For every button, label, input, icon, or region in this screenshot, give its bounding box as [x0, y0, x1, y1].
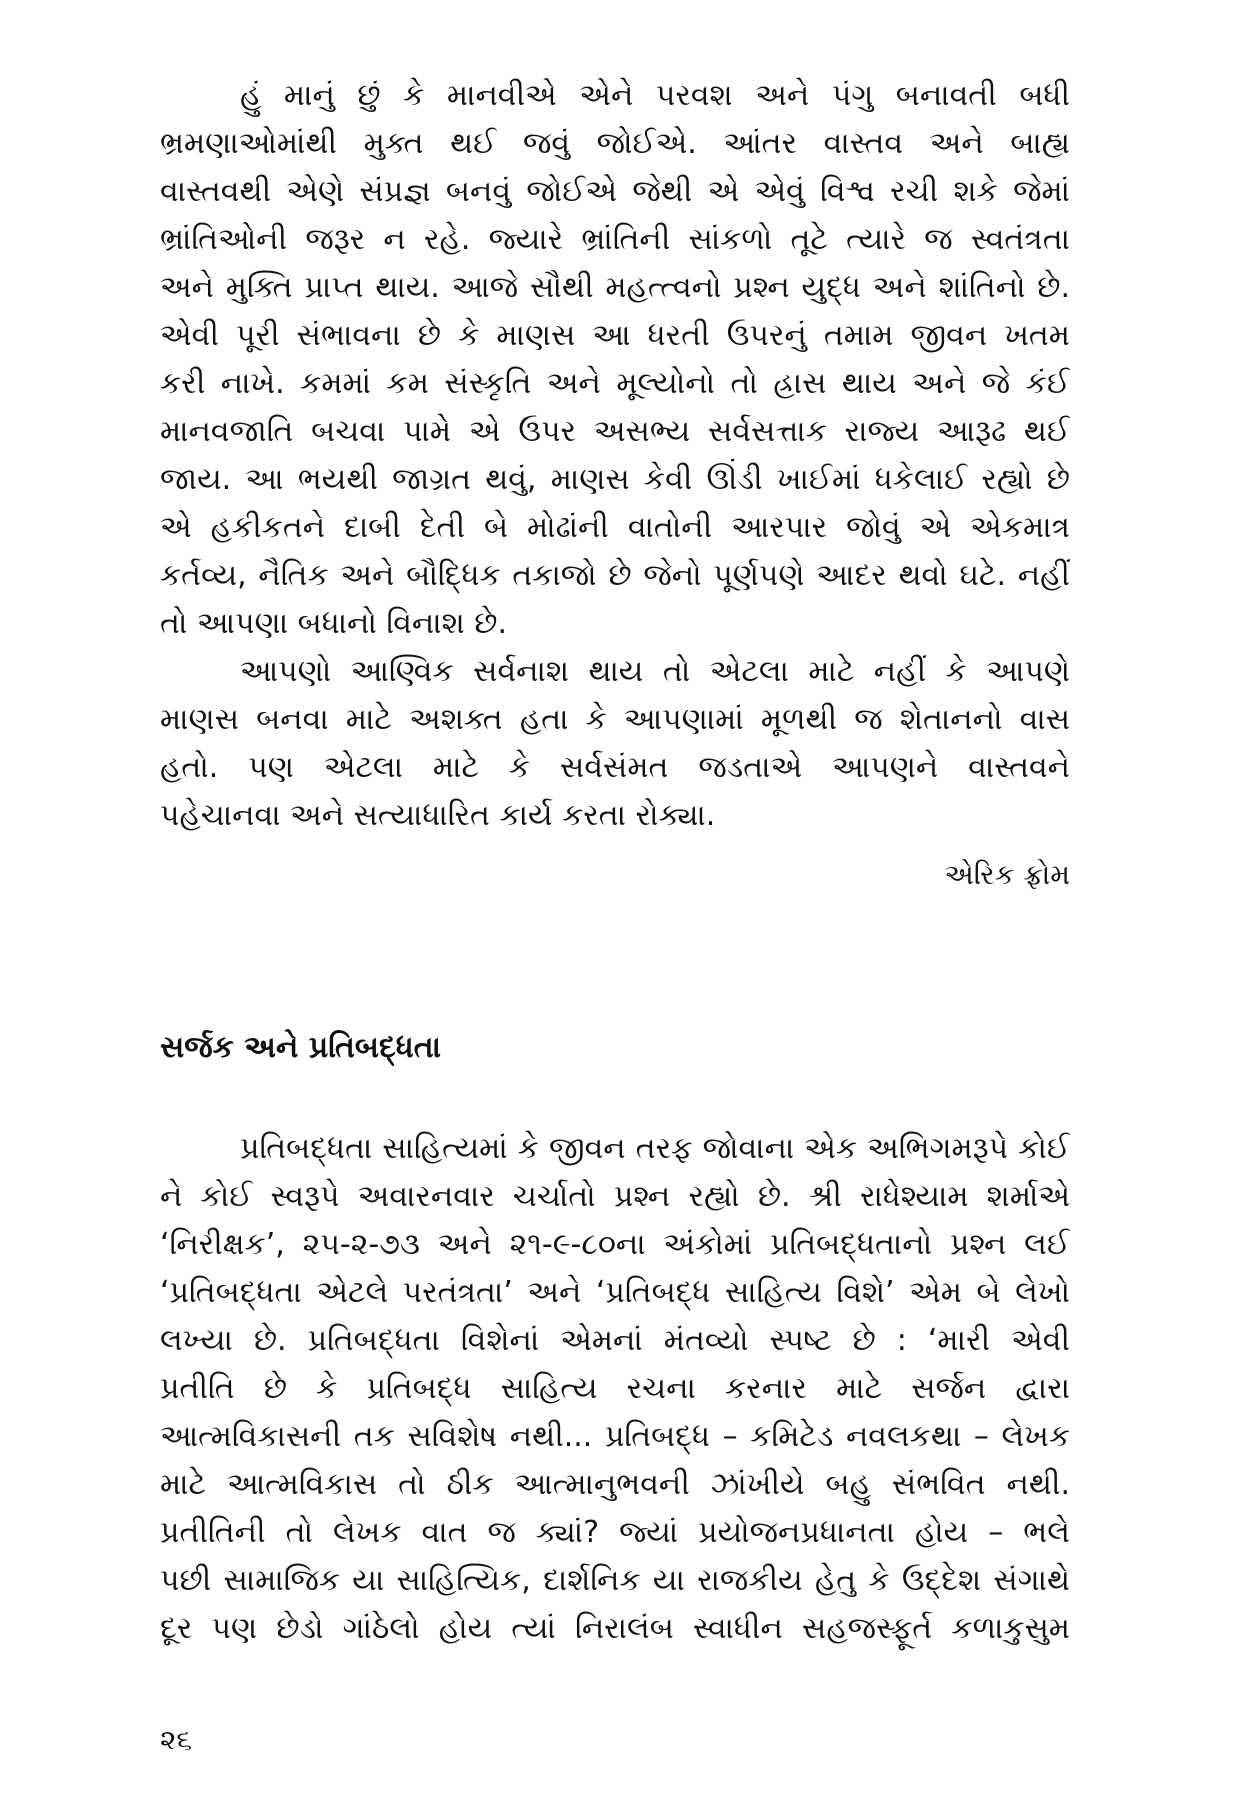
- page-number: ૨૬: [160, 1723, 193, 1756]
- text-line: પહેચાનવા અને સત્યાધારિત કાર્ય કરતા રોક્યા.: [160, 798, 716, 833]
- text-line: પ્રતિબદ્ધતા સાહિત્યમાં કે જીવન તરફ જોવાના એક અભિગમરૂપે કોઈ: [240, 1131, 1070, 1166]
- text-line: પછી સામાજિક યા સાહિત્યિક, દાર્શનિક યા રાજકીય હેતુ કે ઉદ્દેશ સંગાથે: [160, 1563, 1070, 1598]
- text-line: આપણો આણ્વિક સર્વનાશ થાય તો એટલા માટે નહીં કે આપણે: [240, 654, 1070, 689]
- text-line: ભ્રાંતિઓની જરૂર ન રહે. જ્યારે ભ્રાંતિની સાંકળો તૂટે ત્યારે જ સ્વતંત્રતા: [160, 222, 1070, 257]
- text-line: ‘પ્રતિબદ્ધતા એટલે પરતંત્રતા’ અને ‘પ્રતિબદ્ધ સાહિત્ય વિશે’ એમ બે લેખો: [160, 1275, 1070, 1310]
- text-line: લખ્યા છે. પ્રતિબદ્ધતા વિશેનાં એમનાં મંતવ્યો સ્પષ્ટ છે : ‘મારી એવી: [160, 1323, 1070, 1358]
- text-line: માણસ બનવા માટે અશક્ત હતા કે આપણામાં મૂળથી જ શેતાનનો વાસ: [160, 702, 1070, 737]
- text-line: ને કોઈ સ્વરૂપે અવારનવાર ચર્ચાતો પ્રશ્ન રહ્યો છે. શ્રી રાધેશ્યામ શર્માએ: [160, 1179, 1070, 1214]
- quote-paragraph-1: [160, 72, 1070, 648]
- text-line: દૂર પણ છેડો ગાંઠેલો હોય ત્યાં નિરાલંબ સ્વાધીન સહજસ્ફૂર્ત કળાકુસુમ: [160, 1611, 1070, 1646]
- text-line: માટે આત્મવિકાસ તો ઠીક આત્માનુભવની ઝાંખીયે બહુ સંભવિત નથી.: [160, 1467, 1070, 1502]
- text-line: એ હકીકતને દાબી દેતી બે મોઢાંની વાતોની આરપાર જોવું એ એકમાત્ર: [160, 510, 1070, 545]
- text-line: એવી પૂરી સંભાવના છે કે માણસ આ ધરતી ઉપરનું તમામ જીવન ખતમ: [160, 318, 1070, 353]
- quote-attribution: એરિક ફ્રોમ: [944, 858, 1070, 891]
- text-line: માનવજાતિ બચવા પામે એ ઉપર અસભ્ય સર્વસત્તાક રાજ્ય આરૂઢ થઈ: [160, 414, 1070, 449]
- body-paragraph: [160, 1125, 1070, 1653]
- text-line: કરી નાખે. કમમાં કમ સંસ્કૃતિ અને મૂલ્યોનો તો હ્રાસ થાય અને જે કંઈ: [160, 366, 1070, 401]
- quote-paragraph-2: [160, 648, 1070, 840]
- text-line: પ્રતીતિ છે કે પ્રતિબદ્ધ સાહિત્ય રચના કરનાર માટે સર્જન દ્વારા: [160, 1371, 1070, 1406]
- section-heading: સર્જક અને પ્રતિબદ્ધતા: [160, 1030, 441, 1065]
- text-line: વાસ્તવથી એણે સંપ્રજ્ઞ બનવું જોઈએ જેથી એ એવું વિશ્વ રચી શકે જેમાં: [160, 174, 1070, 209]
- text-line: હું માનું છું કે માનવીએ એને પરવશ અને પંગુ બનાવતી બધી: [240, 78, 1070, 113]
- text-line: આત્મવિકાસની તક સવિશેષ નથી... પ્રતિબદ્ધ – કમિટેડ નવલકથા – લેખક: [160, 1419, 1070, 1454]
- text-line: અને મુક્તિ પ્રાપ્ત થાય. આજે સૌથી મહત્ત્વનો પ્રશ્ન યુદ્ધ અને શાંતિનો છે.: [160, 270, 1070, 305]
- text-line: કર્તવ્ય, નૈતિક અને બૌદ્ધિક તકાજો છે જેનો પૂર્ણપણે આદર થવો ઘટે. નહીં: [160, 558, 1070, 593]
- text-line: તો આપણા બધાનો વિનાશ છે.: [160, 606, 507, 641]
- text-line: જાય. આ ભયથી જાગ્રત થવું, માણસ કેવી ઊંડી ખાઈમાં ધકેલાઈ રહ્યો છે: [160, 462, 1070, 497]
- text-line: ‘નિરીક્ષક’, ૨૫-૨-૭૩ અને ૨૧-૯-૮૦ના અંકોમાં પ્રતિબદ્ધતાનો પ્રશ્ન લઈ: [160, 1227, 1070, 1262]
- text-line: પ્રતીતિની તો લેખક વાત જ ક્યાં? જ્યાં પ્રયોજનપ્રધાનતા હોય – ભલે: [160, 1515, 1070, 1550]
- text-line: હતો. પણ એટલા માટે કે સર્વસંમત જડતાએ આપણને વાસ્તવને: [160, 750, 1070, 785]
- text-line: ભ્રમણાઓમાંથી મુક્ત થઈ જવું જોઈએ. આંતર વાસ્તવ અને બાહ્ય: [160, 126, 1070, 161]
